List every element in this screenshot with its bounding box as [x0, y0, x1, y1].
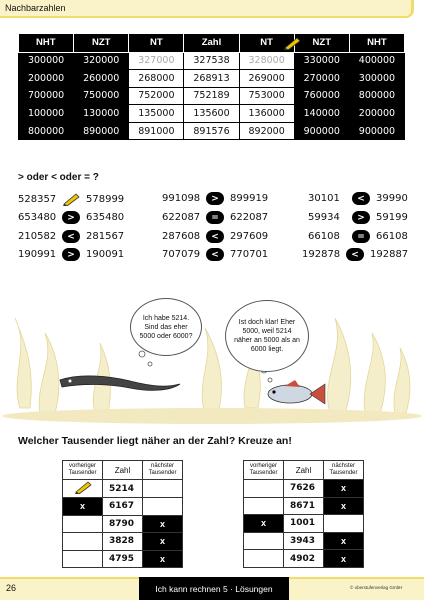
- col-nzt-left: NZT: [74, 34, 129, 52]
- speech-bubble-text: Ist doch klar! Eher 5000, weil 5214 näher an 5000 als an 6000 liegt.: [234, 319, 300, 353]
- table-row: [244, 515, 364, 533]
- table-cell: 892000: [239, 122, 294, 140]
- compare-left: 653480: [18, 212, 57, 223]
- table-row: [63, 533, 183, 551]
- compare-right: 635480: [86, 212, 125, 223]
- checkbox-cell[interactable]: x: [324, 550, 364, 568]
- table-cell: 891576: [184, 122, 239, 140]
- speech-bubble-text: Ich habe 5214. Sind das eher 5000 oder 6000?: [139, 314, 193, 340]
- compare-operator: <: [206, 248, 224, 261]
- compare-operator: <: [352, 192, 370, 205]
- compare-right: 297609: [230, 231, 269, 242]
- col-nt-right: NT: [239, 34, 294, 52]
- compare-operator: <: [346, 248, 364, 261]
- checkbox-cell[interactable]: [63, 480, 103, 498]
- pencil-icon: [283, 36, 301, 50]
- table-cell: 8671: [284, 497, 324, 515]
- header-tab: [0, 0, 414, 18]
- compare-right: 59199: [376, 212, 408, 223]
- checkbox-cell[interactable]: [244, 550, 284, 568]
- compare-item: [308, 230, 420, 243]
- compare-item: [162, 248, 274, 261]
- compare-item: [18, 248, 130, 261]
- table-cell: 268000: [129, 70, 184, 88]
- table-cell: 800000: [19, 122, 74, 140]
- tausender-title: Welcher Tausender liegt näher an der Zahl? Kreuze an!: [18, 435, 292, 447]
- compare-title: > oder < oder = ?: [18, 172, 99, 183]
- table-cell: 6167: [103, 498, 143, 516]
- copyright-note: © oberstufenverlag GmbH: [350, 585, 403, 590]
- checkbox-cell[interactable]: x: [143, 533, 183, 551]
- table-cell: 135000: [129, 105, 184, 123]
- compare-item: [18, 211, 130, 224]
- table-row: [244, 550, 364, 568]
- neighbour-table-header: [19, 34, 405, 52]
- compare-operator: <: [62, 230, 80, 243]
- compare-operator: >: [62, 211, 80, 224]
- table-row: [63, 515, 183, 533]
- compare-left: 59934: [308, 212, 340, 223]
- table-row: [63, 498, 183, 516]
- compare-right: 578999: [86, 193, 125, 205]
- speech-bubble-eel: [130, 298, 202, 356]
- compare-left: 210582: [18, 231, 57, 242]
- pencil-icon: [56, 192, 86, 206]
- col-next-thousand: nächster Tausender: [143, 461, 183, 480]
- underwater-illustration: [0, 288, 424, 428]
- table-cell: 3943: [284, 532, 324, 550]
- checkbox-cell[interactable]: [244, 497, 284, 515]
- table-header-row: [244, 461, 364, 480]
- table-cell: 327000: [129, 52, 184, 70]
- compare-operator: >: [352, 211, 370, 224]
- col-zahl: Zahl: [184, 34, 239, 52]
- table-cell: 260000: [74, 70, 129, 88]
- compare-item: [308, 211, 420, 224]
- table-cell: 140000: [294, 105, 349, 123]
- compare-left: 528357: [18, 193, 57, 205]
- table-cell: 100000: [19, 105, 74, 123]
- col-previous-thousand: vorheriger Tausender: [63, 461, 103, 480]
- fish-icon: [268, 380, 325, 404]
- checkbox-cell[interactable]: x: [63, 498, 103, 516]
- compare-item: [162, 211, 274, 224]
- table-cell: 268913: [184, 70, 239, 88]
- compare-left: 30101: [308, 193, 340, 204]
- col-nht-right: NHT: [349, 34, 404, 52]
- footer-title-bar: [139, 577, 289, 600]
- col-number: Zahl: [284, 461, 324, 480]
- compare-left: 192878: [302, 249, 341, 260]
- col-nt-left: NT: [129, 34, 184, 52]
- compare-left: 287608: [162, 231, 201, 242]
- compare-item: [162, 192, 274, 205]
- checkbox-cell[interactable]: [63, 550, 103, 568]
- table-row: [244, 532, 364, 550]
- page-number: 26: [6, 583, 17, 593]
- col-nht-left: NHT: [19, 34, 74, 52]
- table-row: [19, 52, 405, 70]
- checkbox-cell[interactable]: x: [244, 515, 284, 533]
- compare-right: 899919: [230, 193, 269, 204]
- table-row: [63, 550, 183, 568]
- checkbox-cell[interactable]: x: [324, 532, 364, 550]
- table-cell: 328000: [239, 52, 294, 70]
- table-row: [19, 87, 405, 105]
- compare-operator: =: [206, 211, 224, 224]
- table-row: [244, 480, 364, 498]
- compare-item: [162, 230, 274, 243]
- compare-operator: >: [206, 192, 224, 205]
- footer-title: Ich kann rechnen 5 · Lösungen: [155, 583, 273, 594]
- checkbox-cell[interactable]: [244, 480, 284, 498]
- table-cell: 200000: [19, 70, 74, 88]
- table-row: [244, 497, 364, 515]
- compare-operator: >: [62, 248, 80, 261]
- table-cell: 891000: [129, 122, 184, 140]
- compare-left: 622087: [162, 212, 201, 223]
- compare-right: 622087: [230, 212, 269, 223]
- table-cell: 400000: [349, 52, 404, 70]
- checkbox-cell[interactable]: x: [143, 550, 183, 568]
- table-header-row: [63, 461, 183, 480]
- checkbox-cell[interactable]: x: [143, 515, 183, 533]
- table-cell: 753000: [239, 87, 294, 105]
- tausender-table-left: [62, 460, 183, 568]
- compare-left: 991098: [162, 193, 201, 204]
- table-cell: 330000: [294, 52, 349, 70]
- table-cell: 300000: [349, 70, 404, 88]
- table-cell: 270000: [294, 70, 349, 88]
- compare-left: 66108: [308, 231, 340, 242]
- checkbox-cell[interactable]: x: [324, 497, 364, 515]
- compare-operator: <: [206, 230, 224, 243]
- compare-operator: =: [352, 230, 370, 243]
- checkbox-cell[interactable]: [143, 498, 183, 516]
- compare-right: 770701: [230, 249, 269, 260]
- table-cell: 135600: [184, 105, 239, 123]
- compare-right: 281567: [86, 231, 125, 242]
- footer-strip-left: [0, 577, 139, 600]
- neighbour-table: [18, 34, 405, 140]
- table-cell: 7626: [284, 480, 324, 498]
- table-cell: 3828: [103, 533, 143, 551]
- col-number: Zahl: [103, 461, 143, 480]
- compare-right: 192887: [370, 249, 409, 260]
- table-cell: 1001: [284, 515, 324, 533]
- speech-bubble-fish: [225, 300, 309, 372]
- compare-item: [18, 192, 130, 206]
- checkbox-cell[interactable]: [244, 532, 284, 550]
- table-cell: 327538: [184, 52, 239, 70]
- table-cell: 750000: [74, 87, 129, 105]
- col-next-thousand: nächster Tausender: [324, 461, 364, 480]
- table-row: [63, 480, 183, 498]
- compare-right: 66108: [376, 231, 408, 242]
- table-cell: 200000: [349, 105, 404, 123]
- table-cell: 300000: [19, 52, 74, 70]
- compare-right: 39990: [376, 193, 408, 204]
- checkbox-cell[interactable]: [324, 515, 364, 533]
- tausender-table-right: [243, 460, 364, 568]
- table-cell: 4902: [284, 550, 324, 568]
- compare-right: 190091: [86, 249, 125, 260]
- table-cell: 700000: [19, 87, 74, 105]
- col-nzt-right: NZT: [294, 34, 349, 52]
- table-cell: 130000: [74, 105, 129, 123]
- compare-item: [302, 248, 414, 261]
- table-row: [19, 105, 405, 123]
- pencil-icon: [72, 480, 94, 494]
- table-cell: 752189: [184, 87, 239, 105]
- header-title: Nachbarzahlen: [5, 3, 66, 13]
- table-row: [19, 122, 405, 140]
- table-cell: 5214: [103, 480, 143, 498]
- table-cell: 900000: [349, 122, 404, 140]
- table-cell: 320000: [74, 52, 129, 70]
- checkbox-cell[interactable]: [143, 480, 183, 498]
- compare-item: [18, 230, 130, 243]
- checkbox-cell[interactable]: [63, 533, 103, 551]
- compare-left: 190991: [18, 249, 57, 260]
- table-cell: 752000: [129, 87, 184, 105]
- col-previous-thousand: vorheriger Tausender: [244, 461, 284, 480]
- table-cell: 760000: [294, 87, 349, 105]
- compare-item: [308, 192, 420, 205]
- table-cell: 4795: [103, 550, 143, 568]
- table-cell: 890000: [74, 122, 129, 140]
- table-cell: 269000: [239, 70, 294, 88]
- checkbox-cell[interactable]: x: [324, 480, 364, 498]
- checkbox-cell[interactable]: [63, 515, 103, 533]
- compare-left: 707079: [162, 249, 201, 260]
- table-cell: 8790: [103, 515, 143, 533]
- table-cell: 900000: [294, 122, 349, 140]
- table-cell: 800000: [349, 87, 404, 105]
- eel-icon: [60, 376, 180, 390]
- table-cell: 136000: [239, 105, 294, 123]
- table-row: [19, 70, 405, 88]
